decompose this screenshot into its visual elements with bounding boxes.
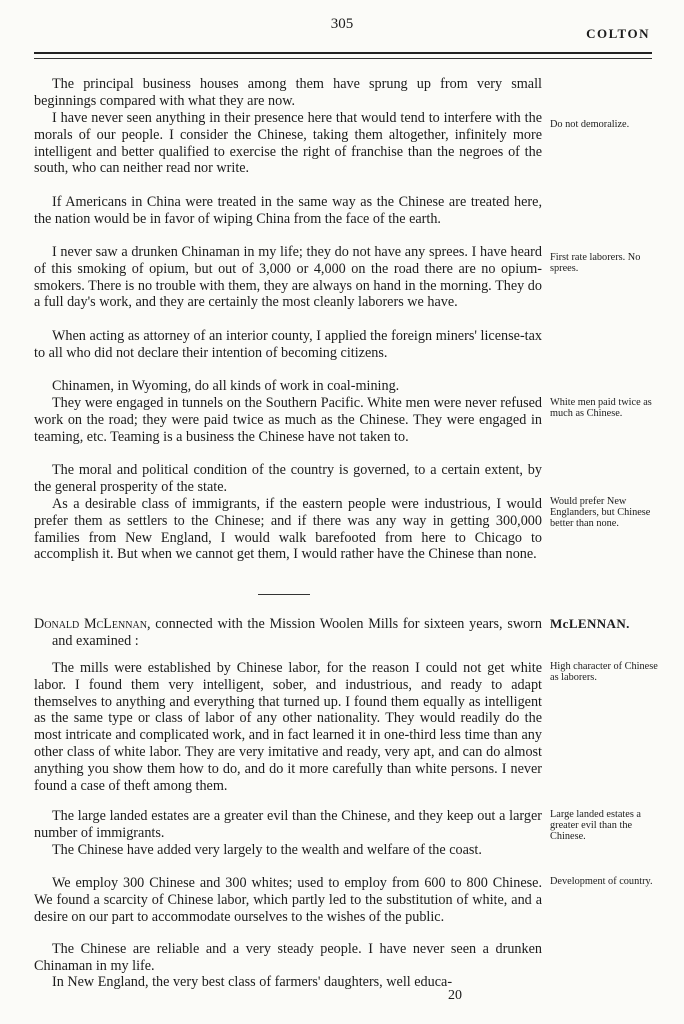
margin-note: High character of Chinese as laborers. [550,661,658,683]
paragraph: The principal business houses among them have sprung up from very small beginnings compared with what they are now. [34,76,542,109]
paragraph: The Chinese are reliable and a very steady people. I have never seen a drunken Chinaman in my life. [34,941,542,974]
paragraph: The large landed estates are a greater evil than the Chinese, and they keep out a larger number of immigrants. [34,808,542,841]
signature-mark: 20 [448,988,462,1003]
margin-note: White men paid twice as much as Chinese. [550,397,652,419]
paragraph: If Americans in China were treated in the same way as the Chinese are treated here, the nation would be in favor of wiping China from the face of the earth. [34,194,542,227]
witness-description: , connected with the Mission Woolen Mills for sixteen years, sworn and examined : [52,616,542,649]
witness-intro [34,616,542,650]
paragraph: As a desirable class of immigrants, if the eastern people were industrious, I would prefer them as settlers to the Chinese; and if there was any way in getting 300,000 families from New England, I would walk barefooted from here to Chicago to accomplish it. But when we cannot get them, I would rather have the Chinese than none. [34,496,542,563]
paragraph: The mills were established by Chinese labor, for the reason I could not get white labor. I found them very intelligent, sober, and industrious, and ready to adapt themselves to anything and everything that turned up. I found them equally as intelligent as the same type or class of labor of any other nationality. They would readily do the most intricate and complicated work, and in fact learned it in one-third less time than any other class of white labor. They are very imitative and ready, very apt, and can do almost anything you show them how to do, and do it more carefully than white persons. I never found a case of theft among them. [34,660,542,794]
margin-note: Development of country. [550,876,653,887]
running-head: COLTON [586,26,650,41]
witness-name: Donald McLennan [34,616,147,632]
margin-note: First rate laborers. No sprees. [550,252,641,274]
page-number: 305 [330,16,354,32]
header-rule-thin [34,58,652,59]
paragraph: The moral and political condition of the country is governed, to a certain extent, by the general prosperity of the state. [34,462,542,495]
margin-note-witness-name: McLENNAN. [550,616,630,631]
paragraph: In New England, the very best class of farmers' daughters, well educa- [52,974,453,990]
section-separator [258,594,310,595]
paragraph: I have never seen anything in their presence here that would tend to interfere with the morals of our people. I consider the Chinese, taking them altogether, infinitely more intelligent and better qualified to exercise the right of franchise than the negroes of the south, who can neither read nor write. [34,110,542,177]
header-rule-thick [34,52,652,54]
paragraph: We employ 300 Chinese and 300 whites; used to employ from 600 to 800 Chinese. We found a scarcity of Chinese labor, which partly led to the substitution of white, and a desire on our part to accommodate ourselves to the wishes of the public. [34,875,542,925]
paragraph: The Chinese have added very largely to the wealth and welfare of the coast. [52,842,482,858]
margin-note: Do not demoralize. [550,119,630,130]
margin-note: Would prefer New Englanders, but Chinese better than none. [550,496,651,529]
paragraph: They were engaged in tunnels on the Southern Pacific. White men were never refused work on the road; they were paid twice as much as the Chinese. They were engaged in teaming, etc. Teaming is a business the Chinese have not taken to. [34,395,542,445]
paragraph: I never saw a drunken Chinaman in my life; they do not have any sprees. I have heard of this smoking of opium, but out of 3,000 or 4,000 on the road there are no opium-smokers. There is no trouble with them, they are always on hand in the morning. They do a full day's work, and they are certainly the most cleanly laborers we have. [34,244,542,311]
paragraph: When acting as attorney of an interior county, I applied the foreign miners' license-tax to all who did not declare their intention of becoming citizens. [34,328,542,361]
paragraph: Chinamen, in Wyoming, do all kinds of work in coal-mining. [52,378,400,394]
margin-note: Large landed estates a greater evil than the Chinese. [550,809,642,842]
